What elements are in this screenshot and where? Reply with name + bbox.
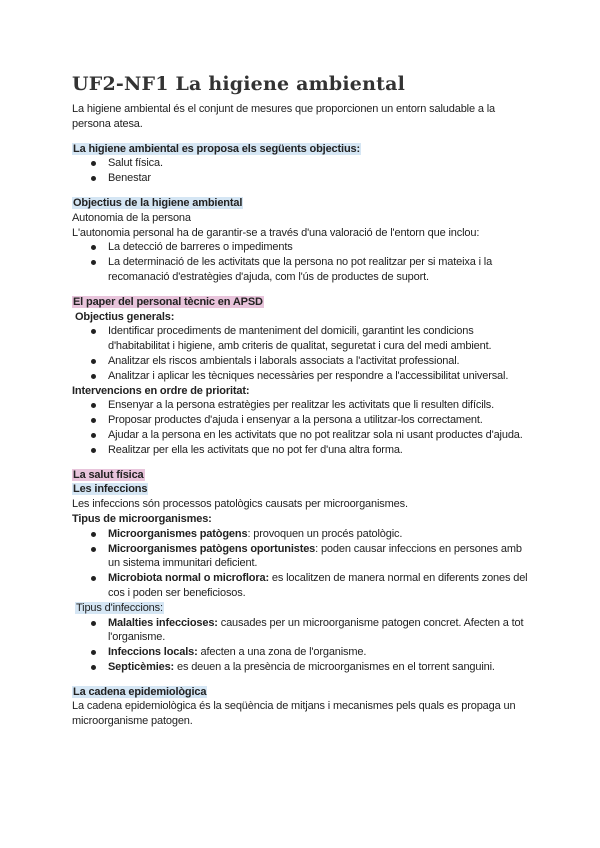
interventions-subheading: Intervencions en ordre de prioritat:	[72, 384, 250, 397]
bullet-icon	[91, 418, 96, 423]
bullet-icon	[91, 650, 96, 655]
list-item: Salut física.	[72, 156, 532, 171]
document-page	[72, 72, 532, 729]
bullet-icon	[91, 403, 96, 408]
bullet-icon	[91, 665, 96, 670]
list-item: Septicèmies: es deuen a la presència de microorganismes en el torrent sanguini.	[72, 660, 532, 675]
objectives-heading: La higiene ambiental es proposa els següents objectius:	[73, 142, 360, 155]
list-item: Proposar productes d'ajuda i ensenyar a la persona a utilitzar-los correctament.	[72, 413, 532, 428]
list-item: La detecció de barreres o impediments	[72, 240, 532, 255]
bullet-icon	[91, 433, 96, 438]
epidemiological-chain-paragraph: La cadena epidemiològica és la seqüència de mitjans i mecanismes pels quals es propaga un microorganisme patogen.	[72, 700, 516, 728]
bullet-icon	[91, 245, 96, 250]
autonomy-subheading: Autonomia de la persona	[72, 211, 191, 224]
bullet-icon	[91, 547, 96, 552]
infections-subheading: Les infeccions	[73, 483, 148, 496]
list-item: Ensenyar a la persona estratègies per realitzar les activitats que li resulten difícils.	[72, 398, 532, 413]
list-item: Ajudar a la persona en les activitats que no pot realitzar sola ni usant productes d'ajuda.	[72, 428, 532, 443]
bullet-icon	[91, 448, 96, 453]
infection-types-list	[72, 616, 532, 675]
physical-health-heading: La salut física	[73, 468, 144, 481]
bullet-icon	[91, 576, 96, 581]
infections-paragraph: Les infeccions són processos patològics causats per microorganismes.	[72, 498, 408, 511]
list-item: Benestar	[72, 171, 532, 186]
list-item: Microorganismes patògens: provoquen un procés patològic.	[72, 527, 532, 542]
bullet-icon	[91, 359, 96, 364]
list-item: Microorganismes patògens oportunistes: poden causar infeccions en persones amb un sistema immunitari deficient.	[72, 542, 532, 572]
microorganism-types-list	[72, 527, 532, 601]
epidemiological-chain-heading: La cadena epidemiològica	[73, 685, 207, 698]
list-item: Analitzar els riscos ambientals i laborals associats a l'activitat professional.	[72, 354, 532, 369]
hygiene-objectives-heading: Objectius de la higiene ambiental	[73, 196, 243, 209]
microorganism-types-subheading: Tipus de microorganismes:	[72, 512, 212, 525]
list-item: Identificar procediments de manteniment del domicili, garantint les condicions d'habitabilitat i higiene, amb criteris de qualitat, seguretat i cura del medi ambient.	[72, 324, 532, 354]
infection-types-subheading: Tipus d'infeccions:	[76, 601, 163, 614]
technical-role-heading: El paper del personal tècnic en APSD	[73, 295, 263, 308]
autonomy-paragraph: L'autonomia personal ha de garantir-se a través d'una valoració de l'entorn que inclou:	[72, 226, 480, 239]
bullet-icon	[91, 176, 96, 181]
list-item: Analitzar i aplicar les tècniques necessàries per respondre a l'accessibilitat universal.	[72, 369, 532, 384]
general-objectives-subheading: Objectius generals:	[75, 310, 175, 323]
list-item: Infeccions locals: afecten a una zona de l'organisme.	[72, 645, 532, 660]
autonomy-list	[72, 240, 532, 284]
list-item: La determinació de les activitats que la persona no pot realitzar per si mateixa i la recomanació d'estratègies d'ajuda, com l'ús de productes de suport.	[72, 255, 532, 285]
list-item: Realitzar per ella les activitats que no pot fer d'una altra forma.	[72, 443, 532, 458]
bullet-icon	[91, 161, 96, 166]
general-objectives-list	[72, 324, 532, 383]
list-item: Malalties infeccioses: causades per un microorganisme patogen concret. Afecten a tot l'organisme.	[72, 616, 532, 646]
bullet-icon	[91, 329, 96, 334]
bullet-icon	[91, 621, 96, 626]
bullet-icon	[91, 374, 96, 379]
interventions-list	[72, 398, 532, 457]
bullet-icon	[91, 260, 96, 265]
bullet-icon	[91, 532, 96, 537]
page-title: UF2-NF1 La higiene ambiental	[72, 73, 406, 95]
intro-paragraph: La higiene ambiental és el conjunt de mesures que proporcionen un entorn saludable a la persona atesa.	[72, 103, 495, 130]
list-item: Microbiota normal o microflora: es localitzen de manera normal en diferents zones del cos i poden ser beneficiosos.	[72, 571, 532, 601]
objectives-list	[72, 156, 532, 186]
